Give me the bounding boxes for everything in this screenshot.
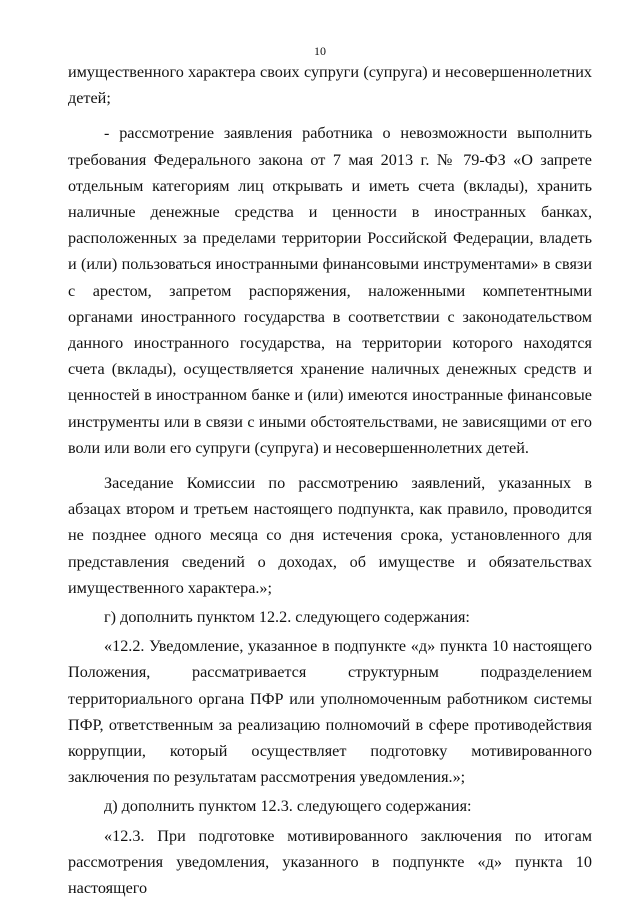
paragraph-list-item: - рассмотрение заявления работника о невозможности выполнить требования Федерального закона от 7 мая 2013 г. № 79-ФЗ «О запрете отдельным категориям лиц открывать и иметь счета (вклады), хранить наличные денежные средства и ценности в иностранных банках, расположенных за пределами территории Российской Федерации, владеть и (или) пользоваться иностранными финансовыми инструментами» в связи с арестом, запретом распоряжения, наложенными компетентными органами иностранного государства в соответствии с законодательством данного иностранного государства, на территории которого находятся счета (вклады), осуществляется хранение наличных денежных средств и ценностей в иностранном банке и (или) имеются иностранные финансовые инструменты или в связи с иными обстоятельствами, не зависящими от его воли или воли его супруги (супруга) и несовершеннолетних детей. — [68, 124, 592, 457]
document-body — [68, 59, 592, 901]
paragraph-clause-12-2: «12.2. Уведомление, указанное в подпункте «д» пункта 10 настоящего Положения, рассматривается структурным подразделением территориального органа ПФР или уполномоченным работником системы ПФР, ответственным за реализацию полномочий в сфере противодействия коррупции, который осуществляет подготовку мотивированного заключения по результатам рассмотрения уведомления.»; — [68, 637, 592, 787]
paragraph-continuation: имущественного характера своих супруги (супруга) и несовершеннолетних детей; — [68, 63, 592, 108]
paragraph-commission-meeting: Заседание Комиссии по рассмотрению заявлений, указанных в абзацах втором и третьем настоящего подпункта, как правило, проводится не позднее одного месяца со дня истечения срока, установленного для представления сведений о доходах, об имуществе и обязательствах имущественного характера.»; — [68, 474, 592, 597]
page-number: 10 — [314, 44, 326, 58]
paragraph-amendment-d: д) дополнить пунктом 12.3. следующего содержания: — [104, 797, 472, 816]
paragraph-clause-12-3: «12.3. При подготовке мотивированного заключения по итогам рассмотрения уведомления, указанного в подпункте «д» пункта 10 настоящего — [68, 826, 592, 898]
paragraph-amendment-g: г) дополнить пунктом 12.2. следующего содержания: — [104, 608, 470, 627]
